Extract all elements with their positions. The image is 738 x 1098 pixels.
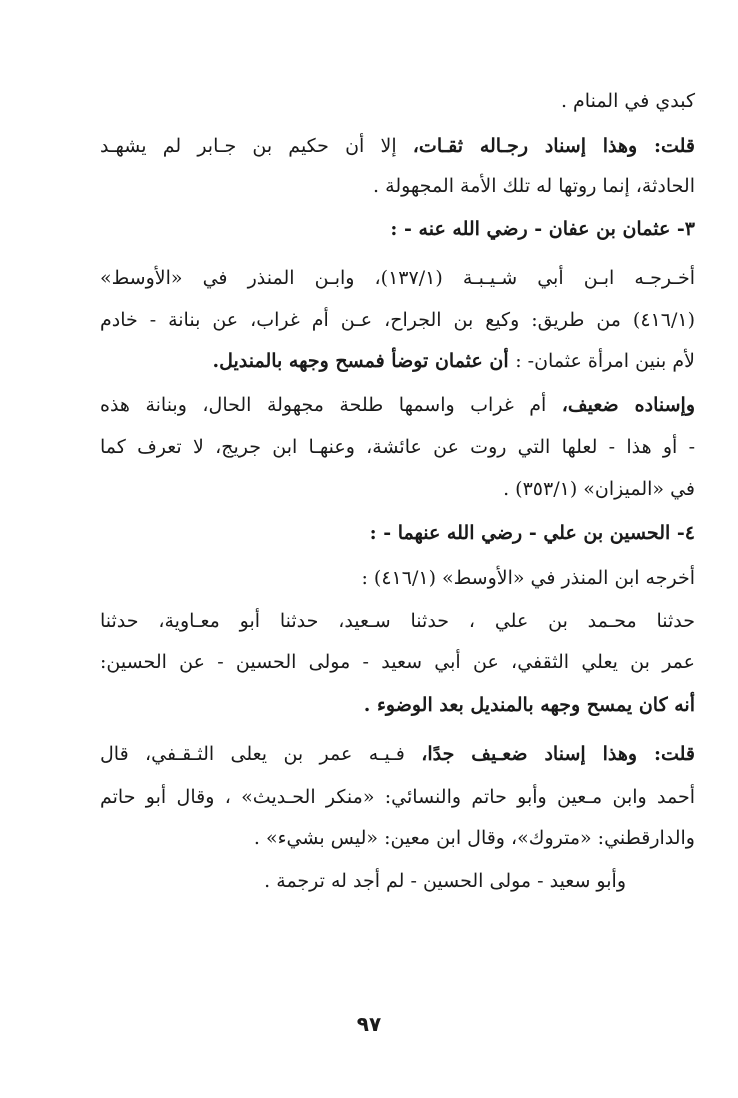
line-text: كبدي في المنام . bbox=[560, 90, 695, 112]
text-line-3 bbox=[373, 171, 695, 201]
line-text: أخرجه ابن المنذر في «الأوسط» (٤١٦/١) : bbox=[361, 567, 695, 589]
text-line-1 bbox=[561, 86, 695, 116]
text-line-2 bbox=[100, 131, 695, 161]
text-line-17 bbox=[100, 782, 695, 812]
line-text: أخـرجـه ابـن أبي شـيـبـة (١٣٧/١)، وابـن المنذر في «الأوسط» bbox=[100, 267, 696, 289]
heading-text: ٣- عثمان بن عفان - رضي الله عنه - : bbox=[390, 218, 695, 240]
line-text: أنه كان يمسح وجهه بالمنديل بعد الوضوء . bbox=[363, 694, 695, 716]
text-line-5 bbox=[100, 263, 695, 293]
line-text: إلا أن حكيم بن جـابر لم يشهـد bbox=[100, 135, 413, 157]
line-bold-lead: قلت: وهذا إسناد رجـاله ثقـات، bbox=[412, 135, 695, 157]
section-heading-husayn bbox=[370, 518, 695, 548]
text-line-10 bbox=[503, 474, 695, 504]
line-bold-lead: وإسناده ضعيف، bbox=[561, 394, 695, 416]
line-text: فـيـه عمر بن يعلى الثـقـفي، قال bbox=[100, 743, 422, 765]
line-text: عمر بن يعلي الثقفي، عن أبي سعيد - مولى الحسين - عن الحسين: bbox=[100, 651, 695, 673]
line-text: الحادثة، إنما روتها له تلك الأمة المجهولة . bbox=[373, 175, 695, 197]
text-line-12 bbox=[361, 563, 695, 593]
line-text: (٤١٦/١) من طريق: وكيع بن الجراح، عـن أم غراب، عن بنانة - خادم bbox=[100, 309, 695, 331]
line-text: والدارقطني: «متروك»، وقال ابن معين: «ليس بشيء» . bbox=[253, 827, 695, 849]
line-text: وأبو سعيد - مولى الحسين - لم أجد له ترجمة . bbox=[264, 870, 626, 892]
line-text: - أو هذا - لعلها التي روت عن عائشة، وعنهـا ابن جريج، لا تعرف كما bbox=[100, 436, 695, 458]
line-bold-lead: قلت: وهذا إسناد ضعـيف جدًا، bbox=[421, 743, 696, 765]
text-line-18 bbox=[254, 823, 695, 853]
page-number: ٩٧ bbox=[356, 1012, 382, 1036]
line-text: حدثنا محـمد بن علي ، حدثنا سـعيد، حدثنا أبو معـاوية، حدثنا bbox=[100, 610, 695, 632]
text-line-13 bbox=[100, 606, 695, 636]
text-line-15 bbox=[364, 690, 695, 720]
heading-text: ٤- الحسين بن علي - رضي الله عنهما - : bbox=[369, 522, 695, 544]
line-bold-tail: أن عثمان توضأ فمسح وجهه بالمنديل. bbox=[212, 350, 516, 372]
text-line-14 bbox=[100, 647, 695, 677]
text-line-9 bbox=[100, 432, 695, 462]
line-text: في «الميزان» (٣٥٣/١) . bbox=[503, 478, 695, 500]
line-text: أم غراب واسمها طلحة مجهولة الحال، وبنانة هذه bbox=[100, 394, 562, 416]
text-line-19 bbox=[264, 866, 626, 896]
text-line-6 bbox=[100, 305, 695, 335]
section-heading-uthman bbox=[390, 214, 695, 244]
text-line-16 bbox=[100, 739, 695, 769]
line-text: لأم بنين امرأة عثمان- : bbox=[515, 350, 695, 372]
line-text: أحمد وابن مـعين وأبو حاتم والنسائي: «منكر الحـديث» ، وقال أبو حاتم bbox=[100, 786, 695, 808]
text-line-7 bbox=[212, 346, 695, 376]
text-line-8 bbox=[100, 390, 695, 420]
